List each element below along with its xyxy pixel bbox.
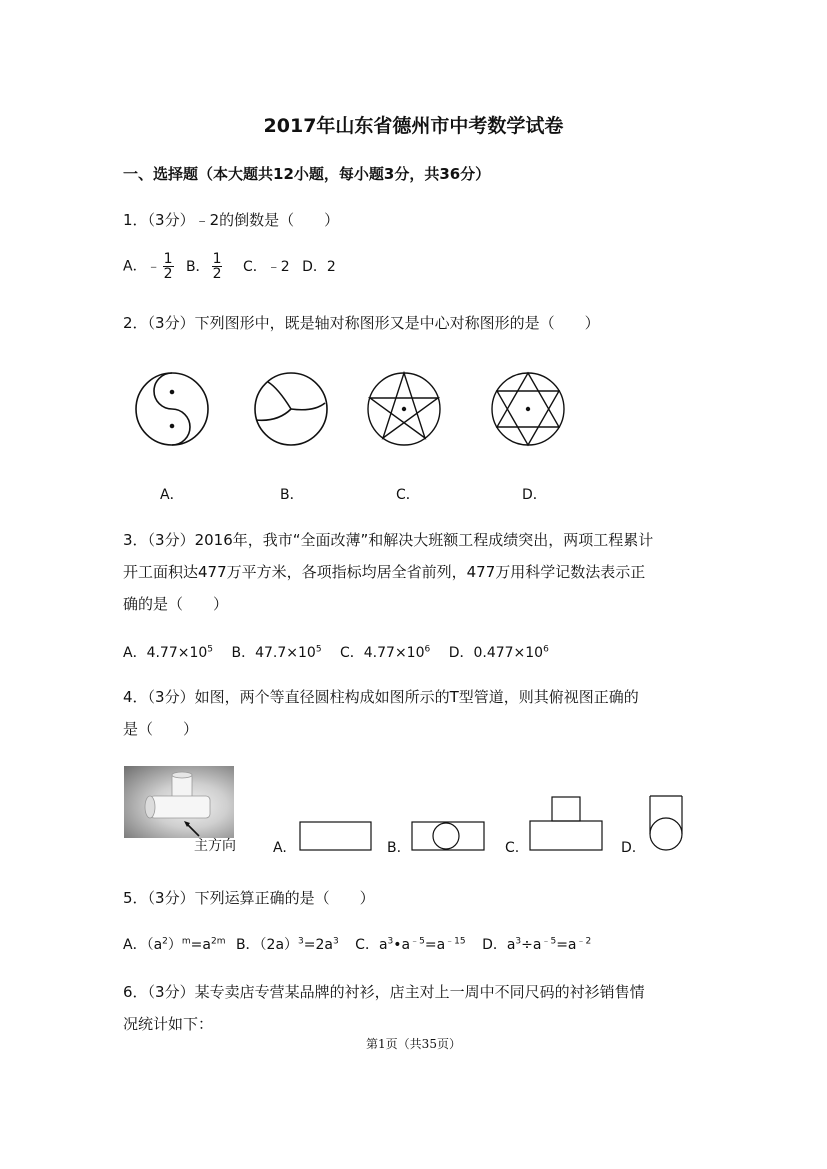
fraction-denominator: 2 bbox=[212, 266, 222, 282]
q5-c-sup: ﹣15 bbox=[445, 936, 466, 947]
q5-option-d bbox=[482, 937, 591, 953]
q5-a-sup: m bbox=[181, 936, 191, 947]
q5-b-sup: 3 bbox=[332, 936, 339, 947]
q4-option-b-label: B. bbox=[387, 840, 402, 856]
q5-option-c bbox=[355, 937, 465, 953]
q1-option-b-label: B． bbox=[185, 258, 210, 275]
q5-a-sup: 2 bbox=[162, 936, 168, 947]
pentagram-figure bbox=[368, 373, 440, 445]
q2-option-a-label: A． bbox=[160, 487, 184, 503]
q5-d-part: D．a bbox=[482, 937, 516, 953]
document-title: 2017年山东省德州市中考数学试卷 bbox=[263, 115, 564, 137]
yin-yang-figure bbox=[136, 373, 208, 445]
q6-line-2: 况统计如下： bbox=[123, 1015, 214, 1033]
q5-d-sup: ﹣2 bbox=[576, 936, 592, 947]
q5-options bbox=[123, 934, 591, 954]
q5-b-part: B．（2a） bbox=[235, 937, 299, 953]
q5-option-a bbox=[123, 937, 225, 953]
q3-option-c bbox=[340, 645, 430, 661]
q5-c-part: C．a bbox=[355, 937, 388, 953]
q5-c-part: •a bbox=[393, 937, 411, 953]
q1-option-a-label: A．﹣ bbox=[123, 258, 161, 275]
q2-stem: 2．（3分）下列图形中，既是轴对称图形又是中心对称图形的是（ ） bbox=[123, 314, 600, 332]
q3-option-c-exponent: 6 bbox=[424, 644, 431, 655]
q5-d-sup: ﹣5 bbox=[541, 936, 557, 947]
q1-option-a-fraction bbox=[163, 252, 174, 281]
q5-d-part: ÷a bbox=[521, 937, 542, 953]
q4-option-a-figure bbox=[299, 820, 373, 852]
q3-line-2: 开工面积达477万平方米，各项指标均居全省前列，477万用科学记数法表示正 bbox=[123, 563, 646, 581]
q4-option-c-figure bbox=[528, 795, 604, 853]
q3-option-a-base: A．4.77×10 bbox=[123, 645, 208, 661]
q3-options bbox=[123, 642, 549, 662]
t-pipe-photo bbox=[124, 766, 234, 838]
q1-option-b-fraction bbox=[212, 252, 223, 281]
q5-a-part: =a bbox=[190, 937, 211, 953]
q3-option-a bbox=[123, 645, 213, 661]
photo-caption: 主方向 bbox=[194, 838, 236, 854]
q2-option-b-label: B． bbox=[280, 487, 304, 503]
q4-option-a-label: A. bbox=[273, 840, 287, 856]
hexagram-figure bbox=[492, 373, 564, 445]
q6-line-1: 6．（3分）某专卖店专营某品牌的衬衫，店主对上一周中不同尺码的衬衫销售情 bbox=[123, 983, 645, 1001]
fraction-numerator: 1 bbox=[212, 251, 222, 267]
q5-c-part: =a bbox=[424, 937, 446, 953]
three-swirl-figure bbox=[255, 373, 327, 445]
q2-option-d-label: D． bbox=[522, 487, 547, 503]
q3-line-1: 3．（3分）2016年，我市“全面改薄”和解决大班额工程成绩突出，两项工程累计 bbox=[123, 531, 654, 549]
section-heading: 一、选择题（本大题共12小题，每小题3分，共36分） bbox=[123, 165, 491, 183]
q4-option-b-figure bbox=[411, 820, 487, 852]
fraction-denominator: 2 bbox=[163, 266, 173, 282]
q4-line-2: 是（ ） bbox=[123, 720, 199, 738]
q3-option-d-exponent: 6 bbox=[543, 644, 549, 655]
q2-figures bbox=[128, 368, 588, 454]
q5-a-part: ） bbox=[167, 937, 182, 953]
fraction-numerator: 1 bbox=[163, 251, 173, 267]
t-pipe-drawing bbox=[124, 766, 234, 838]
q4-line-1: 4．（3分）如图，两个等直径圆柱构成如图所示的T型管道，则其俯视图正确的 bbox=[123, 688, 639, 706]
q3-option-b-base: B．47.7×10 bbox=[231, 645, 316, 661]
q3-option-d bbox=[449, 645, 549, 661]
q5-c-sup: ﹣5 bbox=[410, 936, 425, 947]
q5-b-part: =2a bbox=[303, 937, 333, 953]
q4-option-d-figure bbox=[644, 794, 688, 854]
q5-a-part: A．（a bbox=[123, 937, 163, 953]
q5-d-part: =a bbox=[556, 937, 577, 953]
q3-option-c-base: C．4.77×10 bbox=[340, 645, 425, 661]
page-footer: 第1页（共35页） bbox=[366, 1037, 461, 1051]
q1-option-c: C．﹣2 bbox=[242, 258, 290, 275]
q3-option-b-exponent: 5 bbox=[315, 644, 322, 655]
q5-d-sup: 3 bbox=[515, 936, 522, 947]
q1-stem: 1．（3分）﹣2的倒数是（ ） bbox=[123, 211, 340, 229]
q3-option-a-exponent: 5 bbox=[207, 644, 214, 655]
q5-b-sup: 3 bbox=[298, 936, 304, 947]
q4-option-d-label: D. bbox=[621, 840, 637, 856]
q2-option-c-label: C． bbox=[396, 487, 420, 503]
q5-option-b bbox=[236, 937, 339, 953]
q3-option-d-base: D．0.477×10 bbox=[448, 645, 544, 661]
q1-option-d: D．2 bbox=[302, 258, 336, 275]
q4-option-c-label: C. bbox=[505, 840, 520, 856]
q5-a-sup: 2m bbox=[210, 936, 226, 947]
q5-stem: 5．（3分）下列运算正确的是（ ） bbox=[123, 889, 375, 907]
q3-option-b bbox=[231, 645, 321, 661]
q3-line-3: 确的是（ ） bbox=[123, 595, 229, 613]
q1-options bbox=[123, 252, 336, 281]
q5-c-sup: 3 bbox=[387, 936, 394, 947]
